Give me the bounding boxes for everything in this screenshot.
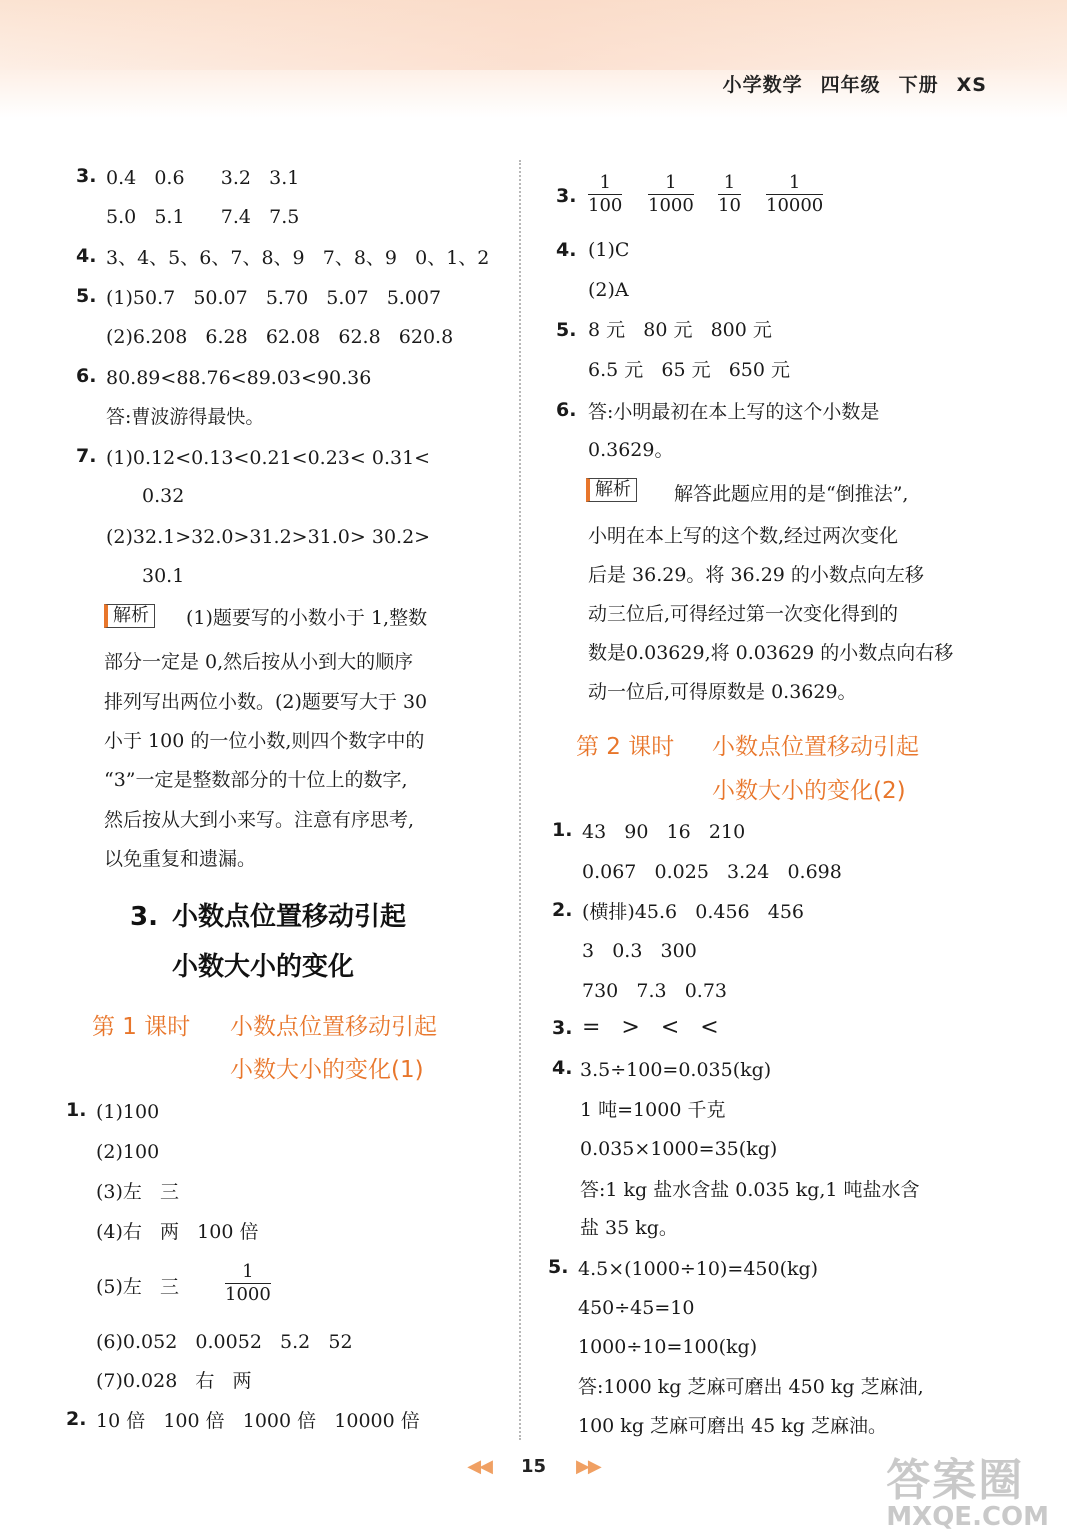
fraction-denominator: 100 [588, 195, 623, 216]
left-q3-line1: 0.4 0.6 3.2 3.1 [106, 167, 300, 189]
left-analysis-line: “3”一定是整数部分的十位上的数字, [104, 769, 408, 791]
lesson2-q2-number: 2. [552, 899, 573, 921]
fraction-numerator: 1 [766, 172, 823, 195]
left-q5-number: 5. [76, 285, 97, 307]
lesson1-q1-item: (2)100 [96, 1141, 160, 1163]
lesson2-q5-line1: 4.5×(1000÷10)=450(kg) [578, 1258, 819, 1280]
left-q4-line1: 3、4、5、6、7、8、9 7、8、9 0、1、2 [106, 247, 490, 269]
fraction-denominator: 1000 [648, 195, 694, 216]
lesson1-q1-item: (3)左 三 [96, 1181, 180, 1203]
watermark [886, 1444, 1049, 1532]
header-grade: 四年级 [820, 74, 881, 96]
lesson2-q3-number: 3. [552, 1017, 573, 1039]
lesson1-q1-item5: (5)左 三 [96, 1276, 180, 1298]
book-header [705, 70, 987, 97]
lesson2-q2-line2: 3 0.3 300 [582, 940, 697, 962]
lesson2-q5-line3: 1000÷10=100(kg) [578, 1336, 758, 1358]
next-arrows-icon: ▶▶ [576, 1456, 600, 1477]
lesson1-q2-number: 2. [66, 1408, 87, 1430]
left-q5-line1: (1)50.7 50.07 5.70 5.07 5.007 [106, 287, 442, 309]
lesson1-q2-line1: 10 倍 100 倍 1000 倍 10000 倍 [96, 1410, 420, 1432]
analysis-tag: 解析 [104, 604, 155, 628]
watermark-url: MXQE.COM [886, 1502, 1049, 1532]
left-analysis-line: 排列写出两位小数。(2)题要写大于 30 [104, 691, 428, 713]
left-q7-line3: (2)32.1>32.0>31.2>31.0> 30.2> [106, 526, 431, 548]
right-q6-line2: 0.3629。 [588, 439, 674, 461]
lesson2-title-line1: 小数点位置移动引起 [712, 734, 919, 760]
right-q5-line2: 6.5 元 65 元 650 元 [588, 359, 791, 381]
prev-arrows-icon: ◀◀ [467, 1456, 491, 1477]
watermark-logo-text: 答案圈 [886, 1455, 1025, 1506]
column-divider [519, 160, 521, 1440]
right-analysis-line: 动三位后,可得经过第一次变化得到的 [588, 603, 899, 625]
left-q7-number: 7. [76, 445, 97, 467]
lesson2-label: 第 2 课时 [576, 734, 675, 760]
header-edition: XS [956, 74, 987, 96]
left-q5-line2: (2)6.208 6.28 62.08 62.8 620.8 [106, 326, 454, 348]
analysis-tag: 解析 [586, 478, 637, 502]
left-analysis-line: 以免重复和遗漏。 [104, 848, 257, 870]
lesson1-q1-item7: (7)0.028 右 两 [96, 1370, 252, 1392]
right-q6-line1: 答:小明最初在本上写的这个小数是 [588, 401, 880, 423]
right-q5-line1: 8 元 80 元 800 元 [588, 319, 772, 341]
right-analysis-line: 解答此题应用的是“倒推法”, [674, 483, 909, 505]
right-q4-number: 4. [556, 239, 577, 261]
right-analysis-line: 数是0.03629,将 0.03629 的小数点向右移 [588, 642, 954, 664]
lesson2-q5-line4: 答:1000 kg 芝麻可磨出 450 kg 芝麻油, [578, 1376, 924, 1398]
lesson2-q4-line1: 3.5÷100=0.035(kg) [580, 1059, 772, 1081]
lesson1-q1-fraction [225, 1261, 271, 1306]
left-q4-number: 4. [76, 245, 97, 267]
fraction-denominator: 1000 [225, 1284, 271, 1305]
lesson1-q1-number: 1. [66, 1099, 87, 1121]
right-q3-fraction [718, 172, 741, 217]
right-q6-number: 6. [556, 399, 577, 421]
right-q4-line1: (1)C [588, 239, 630, 261]
lesson2-q4-line3: 0.035×1000=35(kg) [580, 1138, 778, 1160]
lesson2-q4-number: 4. [552, 1057, 573, 1079]
lesson2-q4-line4: 答:1 kg 盐水含盐 0.035 kg,1 吨盐水含 [580, 1179, 920, 1201]
right-analysis-line: 后是 36.29。将 36.29 的小数点向左移 [588, 564, 924, 586]
fraction-denominator: 10 [718, 195, 741, 216]
right-q3-fraction [766, 172, 823, 217]
right-q4-line2: (2)A [588, 279, 629, 301]
page-number: 15 [520, 1456, 547, 1477]
lesson2-q5-number: 5. [548, 1256, 569, 1278]
fraction-numerator: 1 [588, 172, 622, 195]
lesson2-q2-line3: 730 7.3 0.73 [582, 980, 728, 1002]
lesson2-q5-line2: 450÷45=10 [578, 1297, 695, 1319]
section-title-line2: 小数大小的变化 [172, 952, 355, 982]
lesson2-q4-line5: 盐 35 kg。 [580, 1217, 678, 1239]
lesson2-title-line2: 小数大小的变化(2) [712, 778, 906, 804]
header-subject: 小学数学 [722, 74, 803, 96]
fraction-denominator: 10000 [766, 195, 824, 216]
section-number: 3. [130, 902, 158, 932]
left-q3-number: 3. [76, 165, 97, 187]
fraction-numerator: 1 [718, 172, 741, 195]
lesson1-q1-item6: (6)0.052 0.0052 5.2 52 [96, 1331, 353, 1353]
left-q6-line2: 答:曹波游得最快。 [106, 406, 265, 428]
lesson2-q5-line5: 100 kg 芝麻可磨出 45 kg 芝麻油。 [578, 1415, 887, 1437]
left-q3-line2: 5.0 5.1 7.4 7.5 [106, 206, 300, 228]
right-q3-fraction [588, 172, 622, 217]
fraction-numerator: 1 [648, 172, 694, 195]
right-q3-number: 3. [556, 185, 577, 207]
left-q7-line1: (1)0.12<0.13<0.21<0.23< 0.31< [106, 447, 431, 469]
right-analysis-line: 动一位后,可得原数是 0.3629。 [588, 681, 857, 703]
lesson2-q2-line1: (横排)45.6 0.456 456 [582, 901, 805, 923]
left-q7-line4: 30.1 [142, 565, 185, 587]
left-q7-line2: 0.32 [142, 485, 185, 507]
section-title-line1: 小数点位置移动引起 [172, 902, 407, 932]
lesson1-label: 第 1 课时 [92, 1014, 191, 1040]
left-analysis-line: (1)题要写的小数小于 1,整数 [186, 607, 428, 629]
right-q3-fraction [648, 172, 694, 217]
lesson1-title-line1: 小数点位置移动引起 [230, 1014, 437, 1040]
left-analysis-line: 小于 100 的一位小数,则四个数字中的 [104, 730, 425, 752]
lesson1-title-line2: 小数大小的变化(1) [230, 1057, 424, 1083]
lesson2-q1-number: 1. [552, 819, 573, 841]
lesson2-q1-line2: 0.067 0.025 3.24 0.698 [582, 861, 842, 883]
lesson2-q3-line1: = > < < [582, 1015, 719, 1040]
left-analysis-line: 然后按从大到小来写。注意有序思考, [104, 809, 415, 831]
left-q6-line1: 80.89<88.76<89.03<90.36 [106, 367, 372, 389]
right-q5-number: 5. [556, 319, 577, 341]
left-analysis-line: 部分一定是 0,然后按从小到大的顺序 [104, 651, 414, 673]
header-band [0, 0, 1067, 118]
left-q6-number: 6. [76, 365, 97, 387]
lesson1-q1-item: (4)右 两 100 倍 [96, 1221, 259, 1243]
fraction-numerator: 1 [225, 1261, 271, 1284]
header-volume: 下册 [898, 74, 939, 96]
lesson2-q1-line1: 43 90 16 210 [582, 821, 746, 843]
lesson2-q4-line2: 1 吨=1000 千克 [580, 1099, 726, 1121]
lesson1-q1-item: (1)100 [96, 1101, 160, 1123]
right-analysis-line: 小明在本上写的这个数,经过两次变化 [588, 525, 899, 547]
